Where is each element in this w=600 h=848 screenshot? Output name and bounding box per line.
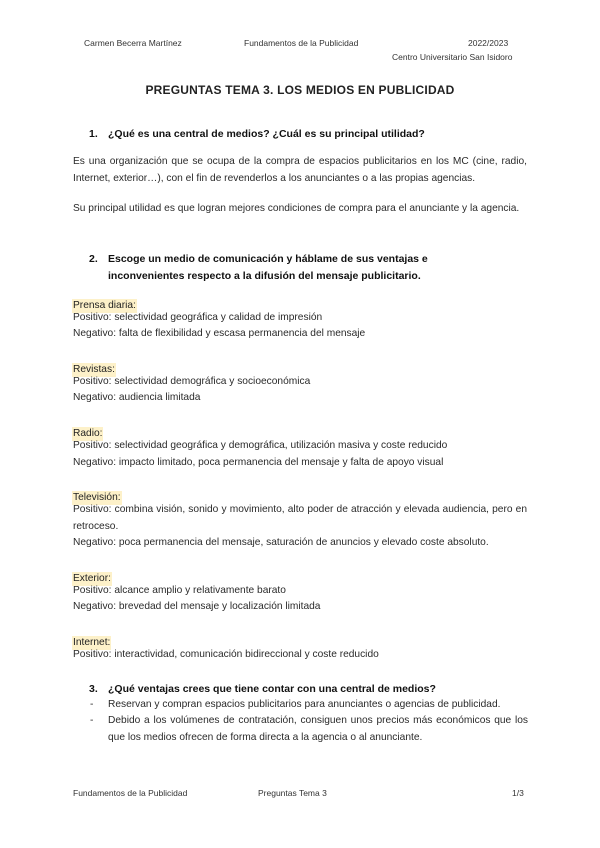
medium-negative: Negativo: falta de flexibilidad y escasa permanencia del mensaje bbox=[73, 328, 366, 339]
medium-positive: Positivo: alcance amplio y relativamente barato bbox=[73, 585, 286, 596]
medium-heading: Prensa diaria: bbox=[73, 300, 136, 311]
medium-positive: Positivo: selectividad geográfica y calidad de impresión bbox=[73, 312, 323, 323]
medium-positive: Positivo: selectividad geográfica y demográfica, utilización masiva y coste reducido bbox=[73, 440, 448, 451]
question-3 bbox=[89, 683, 436, 695]
medium-positive: Positivo: selectividad demográfica y socioeconómica bbox=[73, 376, 311, 387]
question-2-number: 2. bbox=[89, 253, 98, 265]
bullet-text: Debido a los volúmenes de contratación, consiguen unos precios más económicos que los que los medios ofrecen de forma directa a la agencia o al anunciante. bbox=[108, 715, 528, 743]
medium-heading: Internet: bbox=[73, 637, 111, 648]
medium-positive: Positivo: interactividad, comunicación bidireccional y coste reducido bbox=[73, 649, 379, 660]
question-2 bbox=[89, 251, 428, 285]
medium-heading: Exterior: bbox=[73, 573, 111, 584]
question-2-line-1: Escoge un medio de comunicación y háblame de sus ventajas e bbox=[108, 253, 428, 265]
footer-page-number: 1/3 bbox=[512, 788, 524, 798]
question-3-text: ¿Qué ventajas crees que tiene contar con una central de medios? bbox=[108, 683, 436, 695]
footer-subject: Fundamentos de la Publicidad bbox=[73, 788, 188, 798]
question-3-number: 3. bbox=[89, 683, 98, 695]
question-2-line-2: inconvenientes respecto a la difusión del mensaje publicitario. bbox=[108, 270, 421, 282]
answer-3-bullet-2 bbox=[90, 713, 528, 746]
answer-1-paragraph-2: Su principal utilidad es que logran mejores condiciones de compra para el anunciante y la agencia. bbox=[73, 203, 520, 214]
footer-document: Preguntas Tema 3 bbox=[258, 788, 327, 798]
header-subject: Fundamentos de la Publicidad bbox=[244, 38, 359, 48]
medium-heading: Revistas: bbox=[73, 364, 115, 375]
header-author: Carmen Becerra Martínez bbox=[84, 38, 182, 48]
answer-3-bullet-1 bbox=[90, 697, 528, 714]
medium-negative: Negativo: audiencia limitada bbox=[73, 392, 201, 403]
page-title: PREGUNTAS TEMA 3. LOS MEDIOS EN PUBLICIDAD bbox=[145, 83, 455, 97]
medium-negative: Negativo: impacto limitado, poca permanencia del mensaje y falta de apoyo visual bbox=[73, 457, 444, 468]
bullet-dash: - bbox=[90, 699, 94, 710]
medium-heading: Radio: bbox=[73, 428, 103, 439]
medium-negative: Negativo: poca permanencia del mensaje, saturación de anuncios y elevado coste absoluto. bbox=[73, 537, 489, 548]
header-institution: Centro Universitario San Isidoro bbox=[392, 52, 513, 62]
medium-negative: Negativo: brevedad del mensaje y localización limitada bbox=[73, 601, 321, 612]
bullet-dash: - bbox=[90, 715, 94, 726]
answer-1-paragraph-1: Es una organización que se ocupa de la compra de espacios publicitarios en los MC (cine, radio, Internet, exterior…), con el fin de revenderlos a los anunciantes o a las propias agencias. bbox=[73, 156, 527, 184]
question-1-text: ¿Qué es una central de medios? ¿Cuál es su principal utilidad? bbox=[108, 128, 425, 140]
bullet-text: Reservan y compran espacios publicitarios para anunciantes o agencias de publicidad. bbox=[108, 699, 501, 710]
header-year: 2022/2023 bbox=[468, 38, 509, 48]
question-1 bbox=[89, 128, 425, 140]
question-1-number: 1. bbox=[89, 128, 98, 140]
medium-positive: Positivo: combina visión, sonido y movimiento, alto poder de atracción y elevada audiencia, pero en retroceso. bbox=[73, 504, 527, 532]
medium-heading: Televisión: bbox=[73, 492, 121, 503]
